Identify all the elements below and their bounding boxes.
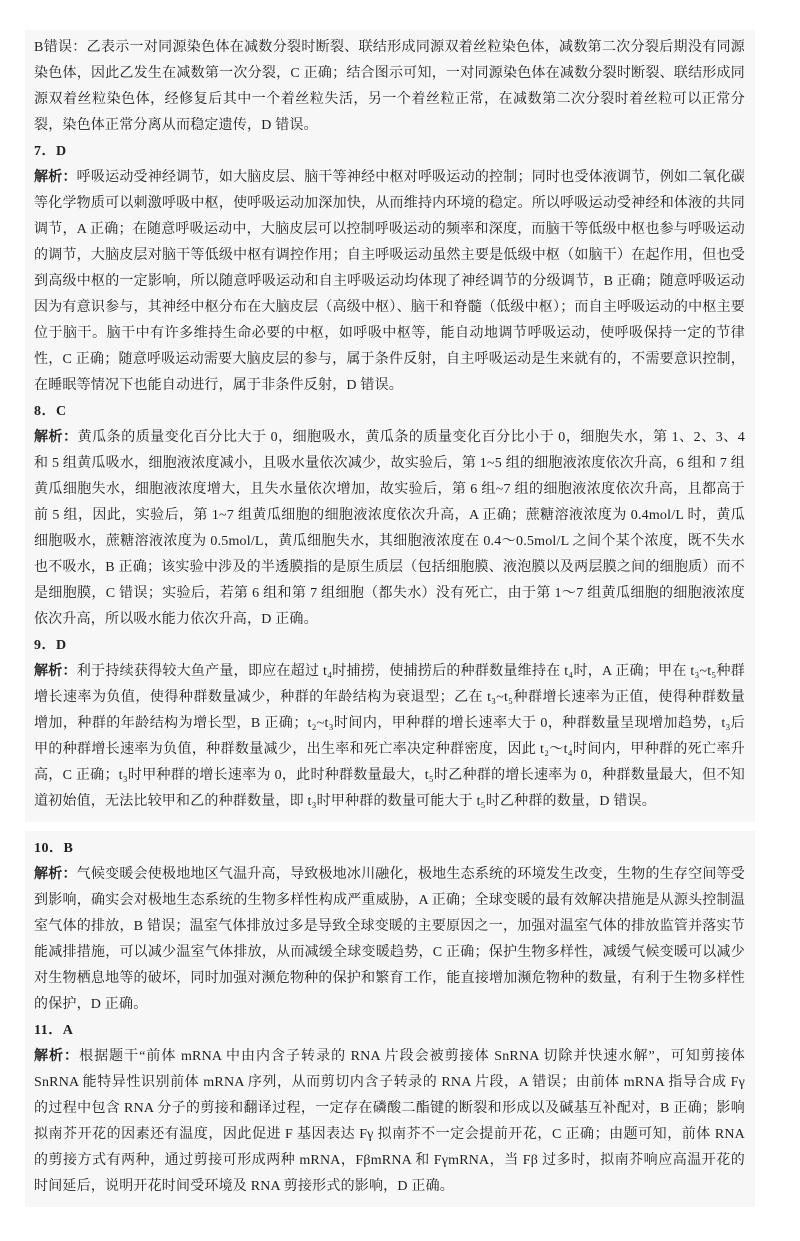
question-8-analysis	[34, 425, 745, 633]
question-10-answer: 10．B	[34, 841, 74, 856]
analysis-text: 呼吸运动受神经调节，如大脑皮层、脑干等神经中枢对呼吸运动的控制；同时也受体液调节，例如二氧化碳等化学物质可以刺激呼吸中枢，使呼吸运动加深加快，从而维持内环境的稳定。所以呼吸运动受神经和体液的共同调节，A 正确；在随意呼吸运动中，大脑皮层可以控制呼吸运动的频率和深度，而脑干等低级中枢也参与呼吸运动的调节，大脑皮层对脑干等低级中枢有调控作用；自主呼吸运动虽然主要是低级中枢（如脑干）在起作用，但也受到高级中枢的一定影响，所以随意呼吸运动和自主呼吸运动均体现了神经调节的分级调节，B 正确；随意呼吸运动因为有意识参与，其神经中枢分布在大脑皮层（高级中枢）、脑干和脊髓（低级中枢）；而自主呼吸运动的中枢主要位于脑干。脑干中有许多维持生命必要的中枢，如呼吸中枢等，能自动地调节呼吸运动，使呼吸保持一定的节律性，C 正确；随意呼吸运动需要大脑皮层的参与，属于条件反射，自主呼吸运动是生来就有的，不需要意识控制，在睡眠等情况下也能自动进行，属于非条件反射，D 错误。	[34, 170, 745, 393]
question-11-analysis	[34, 1044, 745, 1200]
answer-item-7	[34, 139, 745, 399]
analysis-label: 解析：	[34, 170, 77, 185]
analysis-label: 解析：	[34, 1049, 80, 1064]
answer-6-analysis-continuation: B错误：乙表示一对同源染色体在减数分裂时断裂、联结形成同源双着丝粒染色体，减数第二次分裂后期没有同源染色体，因此乙发生在减数第一次分裂，C 正确；结合图示可知，一对同源染色体在减数分裂时断裂、联结形成同源双着丝粒染色体，经修复后其中一个着丝粒失活，另一个着丝粒正常，在减数第二次分裂时着丝粒可以正常分裂，染色体正常分离从而稳定遗传，D 错误。	[34, 40, 745, 133]
question-7-analysis	[34, 165, 745, 399]
question-8-answer: 8．C	[34, 404, 67, 419]
answer-block-upper	[25, 30, 755, 822]
analysis-label: 解析：	[34, 430, 78, 445]
analysis-label: 解析：	[34, 664, 77, 679]
answer-item-11	[34, 1018, 745, 1200]
question-9-analysis	[34, 659, 745, 815]
analysis-text: 利于持续获得较大鱼产量，即应在超过 t₄时捕捞，使捕捞后的种群数量维持在 t₄时，A 正确；甲在 t₃~t₅种群增长速率为负值，使得种群数量减少，种群的年龄结构为衰退型；乙在 t₃~t₅种群增长速率为正值，使得种群数量增加，种群的年龄结构为增长型，B 正确；t₂~t₃时间内，甲种群的增长速率大于 0，种群数量呈现增加趋势，t₃后甲的种群增长速率为负值，种群数量减少，出生率和死亡率决定种群密度，因此 t₂～t₄时间内，甲种群的死亡率升高，C 正确；t₃时甲种群的增长速率为 0，此时种群数量最大，t₅时乙种群的增长速率为 0，种群数量最大，但不知道初始值，无法比较甲和乙的种群数量，即 t₃时甲种群的数量可能大于 t₅时乙种群的数量，D 错误。	[34, 664, 745, 809]
question-10-analysis	[34, 862, 745, 1018]
question-7-answer: 7．D	[34, 144, 67, 159]
analysis-text: 气候变暖会使极地地区气温升高，导致极地冰川融化，极地生态系统的环境发生改变，生物的生存空间等受到影响，确实会对极地生态系统的生物多样性构成严重威胁，A 正确；全球变暖的最有效解决措施是从源头控制温室气体的排放，B 错误；温室气体排放过多是导致全球变暖的主要原因之一，加强对温室气体的排放监管并落实节能减排措施，可以减少温室气体排放，从而减缓全球变暖趋势，C 正确；保护生物多样性，减缓气候变暖可以减少对生物栖息地等的破坏，同时加强对濒危物种的保护和繁育工作，能直接增加濒危物种的数量，有利于生物多样性的保护，D 正确。	[34, 867, 745, 1012]
answer-item-8	[34, 399, 745, 633]
question-9-answer: 9．D	[34, 638, 67, 653]
answer-item-10	[34, 836, 745, 1018]
answer-block-lower	[25, 831, 755, 1207]
question-11-answer: 11．A	[34, 1023, 74, 1038]
analysis-label: 解析：	[34, 867, 77, 882]
answer-item-9	[34, 633, 745, 815]
analysis-text: 根据题干“前体 mRNA 中由内含子转录的 RNA 片段会被剪接体 SnRNA 切除并快速水解”，可知剪接体 SnRNA 能特异性识别前体 mRNA 序列，从而剪切内含子转录的 RNA 片段，A 错误；由前体 mRNA 指导合成 Fγ 的过程中包含 RNA 分子的剪接和翻译过程，一定存在磷酸二酯键的断裂和形成以及碱基互补配对，B 正确；影响拟南芥开花的因素还有温度，因此促进 F 基因表达 Fγ 拟南芥不一定会提前开花，C 正确；由题可知，前体 RNA 的剪接方式有两种，通过剪接可形成两种 mRNA，FβmRNA 和 FγmRNA，当 Fβ 过多时，拟南芥响应高温开花的时间延后，说明开花时间受环境及 RNA 剪接形式的影响，D 正确。	[34, 1049, 745, 1194]
analysis-text: 黄瓜条的质量变化百分比大于 0，细胞吸水，黄瓜条的质量变化百分比小于 0，细胞失水，第 1、2、3、4 和 5 组黄瓜吸水，细胞液浓度减小，且吸水量依次减少，故实验后，第 1~5 组的细胞液浓度依次升高，6 组和 7 组黄瓜细胞失水，细胞液浓度增大，且失水量依次增加，故实验后，第 6 组~7 组的细胞液浓度依次升高，且都高于前 5 组，因此，实验后，第 1~7 组黄瓜细胞的细胞液浓度依次升高，A 正确；蔗糖溶液浓度为 0.4mol/L 时，黄瓜细胞吸水，蔗糖溶液浓度为 0.5mol/L，黄瓜细胞失水，其细胞液浓度在 0.4～0.5mol/L 之间个某个浓度，既不失水也不吸水，B 正确；该实验中涉及的半透膜指的是原生质层（包括细胞膜、液泡膜以及两层膜之间的细胞质）而不是细胞膜，C 错误；实验后，若第 6 组和第 7 组细胞（都失水）没有死亡，由于第 1～7 组黄瓜细胞的细胞液浓度依次升高，所以吸水能力依次升高，D 正确。	[34, 430, 745, 627]
